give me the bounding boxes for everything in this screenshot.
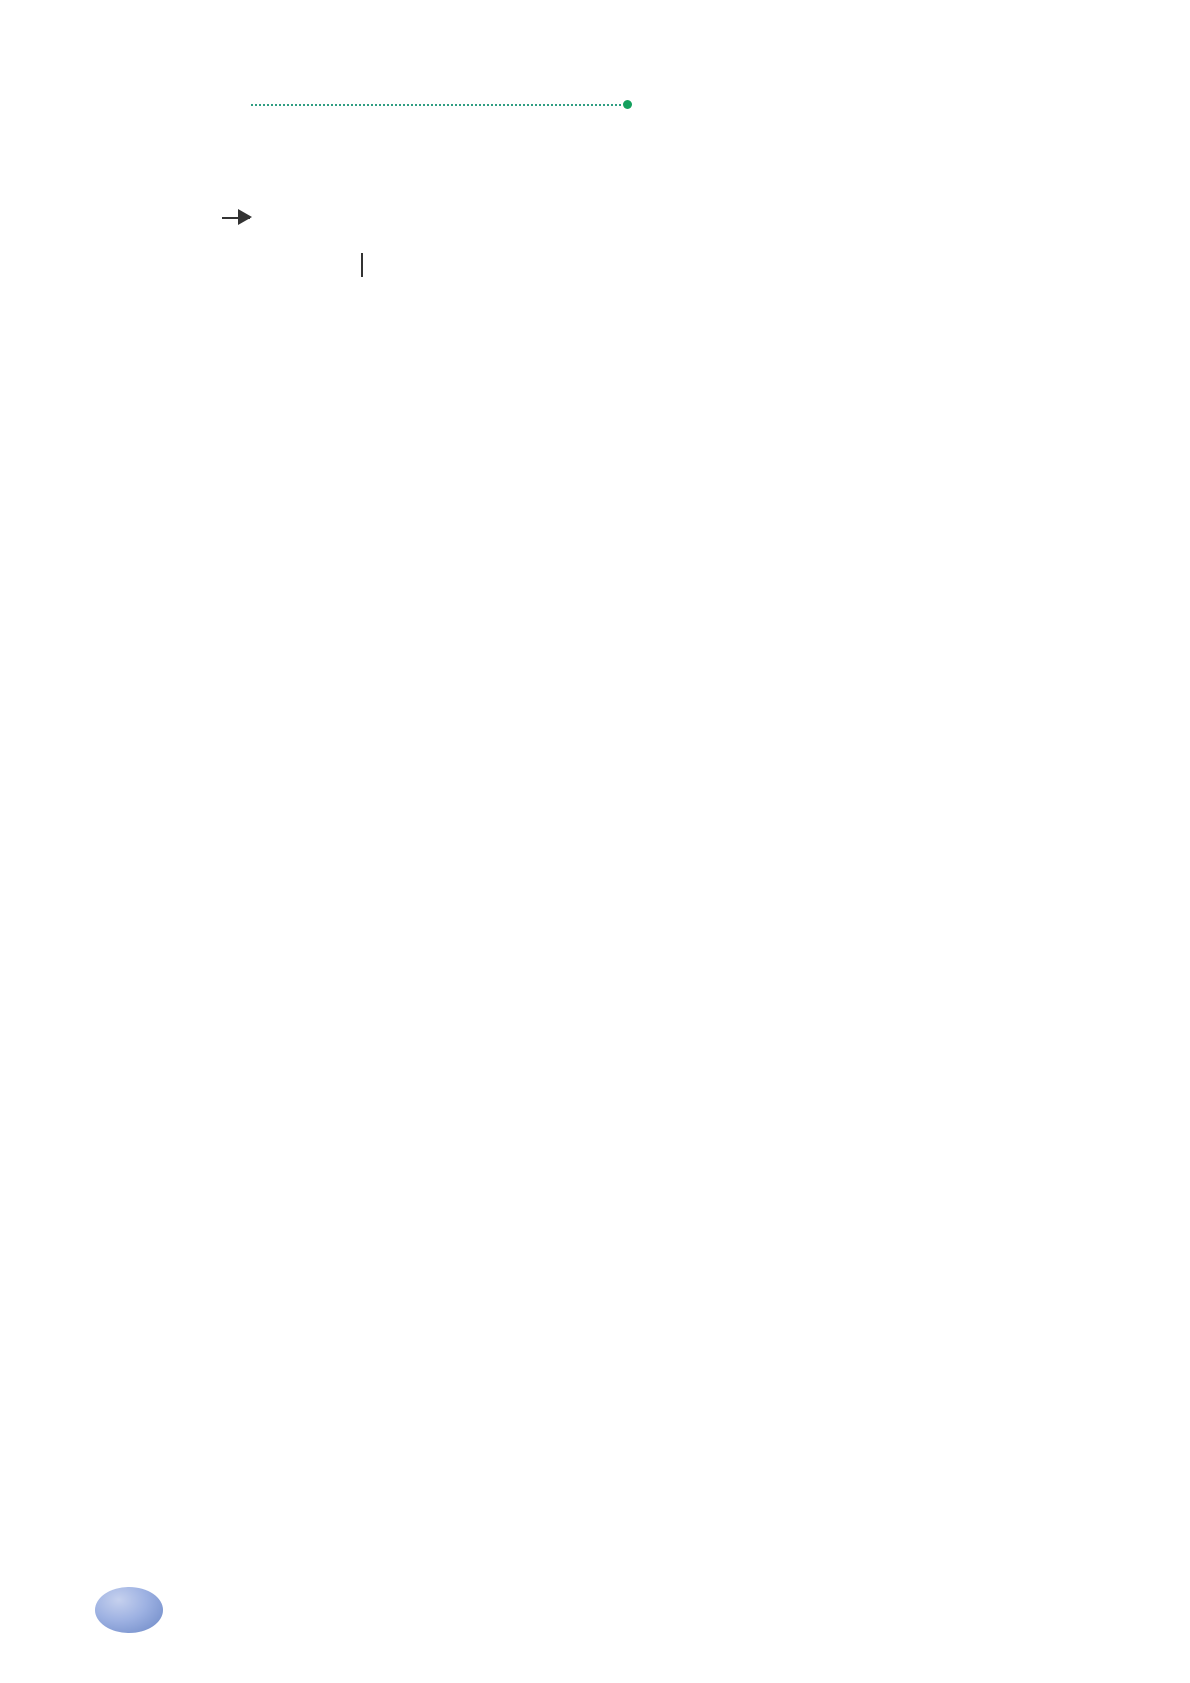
question-content (112, 139, 1097, 357)
page-number-badge (95, 1587, 163, 1633)
header-end-dot-icon (623, 100, 632, 109)
header-dotted-rule (251, 104, 621, 106)
answer-options-row (112, 139, 1097, 180)
closing-line (112, 316, 1097, 357)
reaction-arrow (222, 214, 250, 219)
vertical-bond (361, 253, 363, 276)
chemical-equation (212, 204, 1097, 316)
page-header (105, 62, 1105, 122)
arrow-head-icon (238, 209, 252, 225)
arrow-shaft (222, 217, 250, 219)
